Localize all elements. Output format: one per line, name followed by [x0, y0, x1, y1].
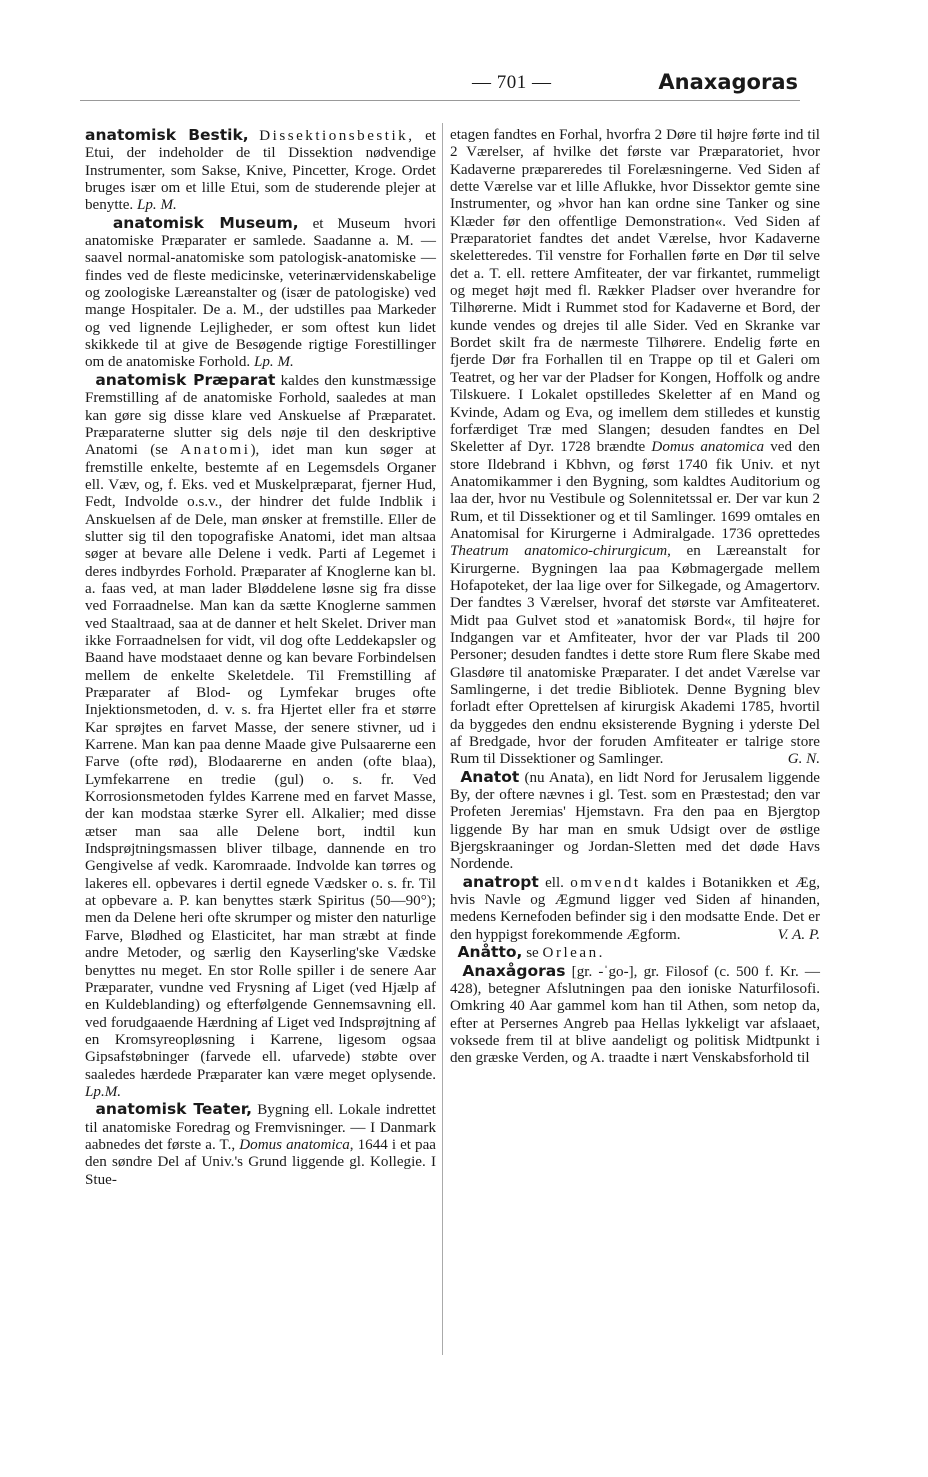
entry-anatto [450, 944, 820, 962]
entry-text: ved den store Ildebrand i Kbhvn, og først 1740 fik Univ. et nyt Anatomikammer i den Bygning, som kaldtes Auditorium og laa der, hvor nu Vestibule og Solennitetssal er. Der var kun 2 Rum, et til Dissektioner og et til Samlinger. 1699 omtales en Anatomisal for Kirurgerne i Admiralgade. 1736 oprettedes [450, 439, 820, 542]
entry-text: ell. [545, 874, 564, 891]
entry-headword: Anåtto, [457, 943, 523, 962]
entry-text: kaldes i Botanikken et Æg, hvis Navle og Ægmund ligger ved Siden af hinanden, medens Kernefoden befinder sig i den modsatte Ende. Det er den hyppigst forekommende Ægform. [450, 874, 820, 943]
author-signature: V. A. P. [777, 926, 820, 943]
entry-headword: anatomisk Præparat [95, 370, 276, 389]
column-divider [442, 123, 443, 1355]
cross-reference: Dissektionsbestik, [259, 128, 415, 144]
entry-text: ), idet man kun søger at fremstille enkelte, bestemte af en Legemsdels Organer ell. Væv, og, f. Eks. ved et Muskelpræparat, fjerner Hud, Fedt, Indvolde o.s.v., der hindrer det fulde Indblik i Anskuelsen af de Dele, man ønsker at fremstille. Eller de slutter sig til den topografiske Anatomi, idet man altsaa søger at bevare alle Delene i vedk. Parti af Legemet i deres indbyrdes Forhold. Præparater af Knoglerne kan bl. a. faas ved, at man lader Bløddelene løsne sig fra disse ved Forraadnelse. Man kan da sætte Knoglerne sammen ved Staaltraad, saa at de danner et helt Skelet. Driver man ikke Forraadnelsen for vidt, vil dog ofte Leddekapsler og Baand have modstaaet denne og kan bevare Forbindelsen mellem de enkelte Skeletdele. Til Fremstilling af Præparater af Blod- og Lymfekar bruges ofte Injektionsmetoden, d. v. s. fra Hjertet eller fra et større Kar sprøjtes en farvet Masse, der senere stivner, ud i Karrene. Man kan paa denne Maade give Pulsaarerne een Farve (ofte rød), Blodaarerne en anden (ofte blaa), Lymfekarrene en tredie (gul) o. s. fr. Ved Korrosionsmetoden fyldes Karrene med en farvet Masse, der kan modstaa stærke Syrer ell. Alkalier; med disse ætser man saa alle Delene bort, indtil kun Indsprøjtningsmassen bliver tilbage, dannende en tro Gengivelse af vedk. Karomraade. Indvolde kan tørres og lakeres ell. opbevares i dertil egnede Vædsker o. s. fr. Til at opbevare a. P. kan benyttes stærk Spiritus (50—90°); men da Delene heri ofte skrumper og mister den naturlige Farve, Blødhed og Elasticitet, har man stræbt at finde andre Metoder, og særlig den Kayserling'ske Vædske benyttes nu meget. En stor Rolle spiller i de senere Aar Præparater, vundne ved Frysning af Liget (ved Hjælp af en Kuldeblanding) og efterfølgende Gennemsavning ell. ved forudgaaende Hærdning af Liget ved Indsprøjtning af en Kromsyreopløsning i Karrene, ligesom ogsaa Gipsafstøbninger (farvede ell. ufarvede) støbte over saaledes hærdede Præparater kan være meget oplysende. [85, 442, 436, 1083]
author-signature: Lp.M. [85, 1083, 122, 1100]
author-signature: Lp. M. [136, 197, 177, 214]
entry-anatomisk-bestik [85, 127, 436, 215]
entry-headword: anatomisk Teater, [95, 1100, 252, 1119]
entry-anaxagoras [450, 963, 820, 1068]
entry-headword: anatropt [462, 872, 539, 891]
author-signature: G. N. [787, 751, 820, 768]
author-signature: Lp. M. [253, 354, 294, 371]
entry-anatomisk-teater [85, 1101, 436, 1189]
entry-text: kaldes den kunstmæssige Fremstilling af de anatomiske Forhold, saaledes at man kan gøre sig disse klare ved Anskuelse af Præparatet. Præparaterne slutter sig dels nøje til den deskriptive Anatomi (se [85, 372, 436, 459]
running-head: Anaxagoras [658, 70, 798, 94]
entry-headword: Anaxågoras [462, 961, 566, 980]
right-column [450, 127, 820, 1068]
entry-text: [gr. -ˈgo-], gr. Filosof (c. 500 f. Kr. — 428), betegner Afslutningen paa den ioniske Naturfilosofi. Omkring 40 Aar gammel kom han til Athen, som netop da, efter at Persernes Angreb paa Hellas lykkeligt var afslaaet, voksede frem til at blive aandeligt og politisk Midtpunkt i den græske Verden, og A. traadte i nært Venskabsforhold til [450, 963, 821, 1067]
entry-anatot [450, 769, 820, 874]
page-header [80, 72, 800, 101]
cross-reference: omvendt [570, 874, 641, 891]
entry-text: et Etui, der indeholder de til Dissektion nødvendige Instrumenter, som Sakse, Knive, Pincetter, Kroge. Ordet bruges især om et lille Etui, som de studerende plejer at benytte. [85, 128, 436, 214]
italic-title: Theatrum anatomico-chirurgicum [450, 543, 668, 560]
cross-reference: Orlean. [542, 945, 605, 962]
cross-reference: Anatomi [180, 442, 251, 459]
entry-headword: anatomisk Museum, [112, 213, 299, 232]
entry-continuation [450, 127, 820, 769]
entry-anatomisk-praeparat [85, 372, 436, 1101]
entry-text: et Museum hvori anatomiske Præparater er samlede. Saadanne a. M. — saavel normal-anatomiske som patologisk-anatomiske — findes ved de fleste medicinske, veterinærvidenskabelige og zoologiske Læreanstalter og (især de patologiske) ved mange Hospitaler. De a. M., der udstilles paa Markeder og ved lignende Lejligheder, er som oftest kun lidet skikkede til at give de Besøgende rigtige Forestillinger om de anatomiske Forhold. [85, 215, 436, 371]
entry-text: , 1644 i et paa den søndre Del af Univ.'s Grund liggende gl. Kollegie. I Stue- [85, 1136, 437, 1188]
entry-headword: Anatot [460, 767, 520, 786]
entry-text: (nu Anata), en lidt Nord for Jerusalem liggende By, der oftere nævnes i gl. Test. som en Præstestad; den var Profeten Jeremias' Hjemstavn. Fra den paa en Bjergtop liggende By har man en smuk Udsigt over de østlige Bjergskraaninger og Jordan-Sletten med det døde Havs Nordende. [450, 769, 820, 873]
entry-text: se [526, 945, 539, 962]
left-column [85, 127, 436, 1189]
entry-text: , en Læreanstalt for Kirurgerne. Bygningen laa paa Købmagergade mellem Hofapoteket, der laa lige over for Silkegade, og Amagertorv. Der fandtes 3 Værelser, hvoraf det største var Amfiteateret. Midt paa Gulvet stod et »anatomisk Bord«, til højre for Indgangen var et Amfiteater, hvor der var Plads til 200 Personer; desuden fandtes i dette store Rum flere Skabe med Glasdøre til anatomiske Præparater. I det andet Værelse var Samlingerne, i det tredie Bibliotek. Denne Bygning blev forladt efter Oprettelsen af kirurgisk Akademi 1785, hvortil da byggedes den endnu eksisterende Bygning i yderste Del af Bredgade, hvor der foruden Amfiteater er talrige store Rum til Dissektioner og Samlinger. [450, 543, 820, 768]
entry-headword: anatomisk Bestik, [85, 126, 249, 144]
entry-text: Bygning ell. Lokale indrettet til anatomiske Foredrag og Fremvisninger. — I Danmark aabnedes det første a. T., [85, 1102, 436, 1153]
entry-anatropt [450, 874, 820, 944]
page-number: — 701 — [472, 72, 552, 93]
entry-text: etagen fandtes en Forhal, hvorfra 2 Døre til højre førte ind til 2 Værelser, af hvilke det første var Præparatoriet, hvor Kadaverne præpareredes til Forelæsningerne. Ved Siden af dette Værelse var et lille Aflukke, hvor Dissektor gemte sine Instrumenter, og »hvor han kan ordne sine Tanker og sine Klæder før den offentlige Demonstration«. Ved Siden af Præparatoriet fandtes det andet Værelse, hvor Kadaverne skeletteredes. Til venstre for Forhallen førte en Dør til selve det a. T. ell. rettere Amfiteater, der var firkantet, rummeligt og meget højt med fl. Rækker Pladser over hverandre for Tilhørerne. Midt i Rummet stod for Kadaverne et Bord, der kunde vendes og drejes til alle Sider. Ved en Skranke var Bordet skilt fra de nærmeste Tilhørere. Endelig førte en fjerde Dør fra Forhallen til en Trappe op til et Galeri om Teatret, og her var der Pladser for Kongen, Hoffolk og andre Tilskuere. I Lokalet opstilledes Skeletter af en Mand og Kvinde, Adam og Eva, og imellem dem stilledes et kunstig forfærdiget Træ med Slangen; desuden fandtes en Del Skeletter af Dyr. 1728 brændte [450, 127, 820, 456]
entry-anatomisk-museum [85, 215, 436, 372]
italic-title: Domus anatomica [239, 1136, 350, 1153]
italic-title: Domus anatomica [651, 439, 765, 456]
